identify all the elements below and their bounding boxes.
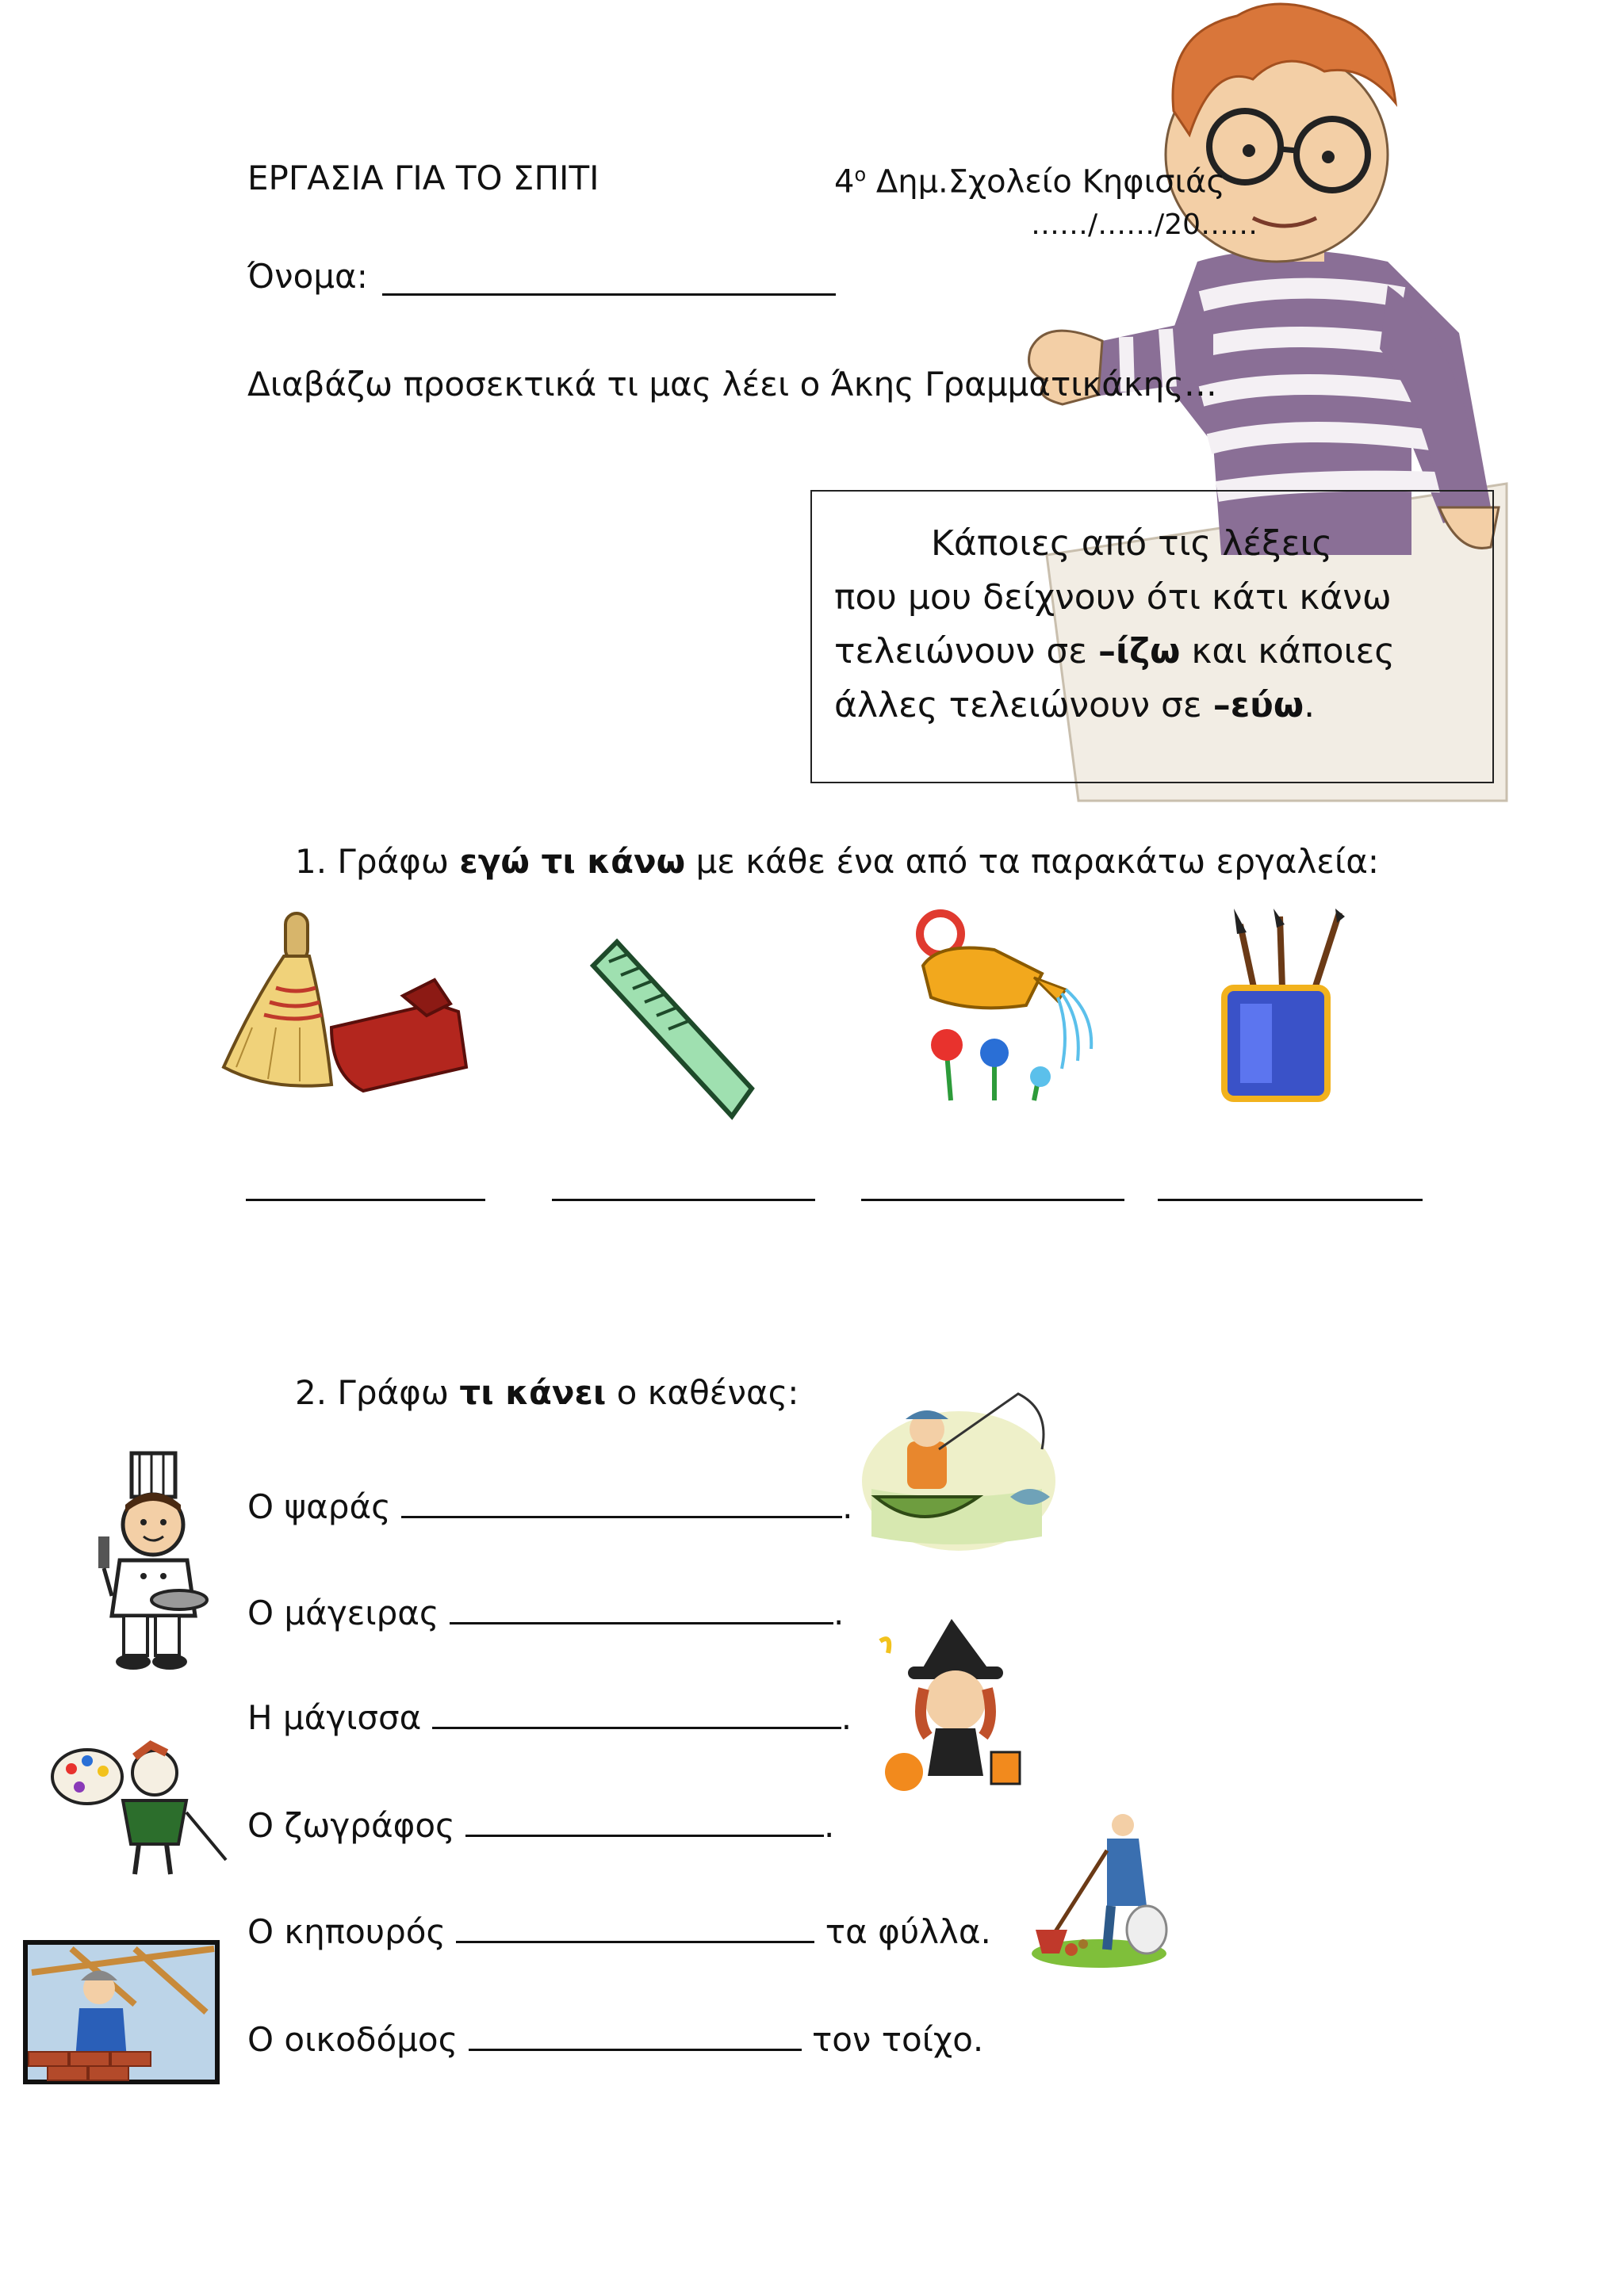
note-suffix-izo: –ίζω bbox=[1098, 631, 1181, 672]
exercise-2-number: 2. bbox=[295, 1373, 327, 1412]
row-fisherman-subject: Ο ψαράς bbox=[247, 1487, 391, 1526]
answer-line-fisherman[interactable] bbox=[401, 1486, 842, 1518]
witch-icon bbox=[872, 1617, 1031, 1792]
name-blank-line[interactable] bbox=[382, 293, 836, 296]
row-painter-end: . bbox=[824, 1806, 835, 1845]
school-number: 4 bbox=[834, 163, 855, 201]
note-line-4 bbox=[834, 679, 1315, 733]
row-fisherman bbox=[247, 1486, 853, 1524]
exercise-2-text-a: Γράφω bbox=[327, 1373, 460, 1412]
answer-line-builder[interactable] bbox=[469, 2019, 802, 2051]
answer-line-gardener[interactable] bbox=[456, 1911, 814, 1943]
note-line-4-a: άλλες τελειώνουν σε bbox=[834, 685, 1213, 725]
row-witch-end: . bbox=[841, 1698, 852, 1737]
broom-and-dustpan-icon bbox=[220, 909, 474, 1091]
row-witch bbox=[247, 1697, 852, 1735]
note-line-3-c: και κάποιες bbox=[1180, 631, 1396, 672]
note-line-2: που μου δείχνουν ότι κάτι κάνω bbox=[834, 577, 1392, 618]
note-line-4-c: . bbox=[1304, 685, 1316, 725]
exercise-1-number: 1. bbox=[295, 842, 327, 881]
watering-can-icon bbox=[907, 910, 1097, 1124]
row-painter-subject: Ο ζωγράφος bbox=[247, 1806, 455, 1845]
name-label: Όνομα: bbox=[247, 257, 368, 296]
paintbrushes-icon bbox=[1208, 909, 1367, 1107]
note-line-3 bbox=[834, 625, 1395, 679]
answer-line-broom[interactable] bbox=[246, 1199, 485, 1201]
row-cook-end: . bbox=[833, 1594, 845, 1632]
row-painter bbox=[247, 1804, 834, 1843]
row-builder bbox=[247, 2019, 983, 2057]
builder-icon bbox=[24, 1941, 219, 2084]
exercise-1-text-b: με κάθε ένα από τα παρακάτω εργαλεία: bbox=[685, 842, 1380, 881]
exercise-1-bold: εγώ τι κάνω bbox=[459, 842, 686, 881]
answer-line-painting[interactable] bbox=[1158, 1199, 1423, 1201]
row-builder-subject: Ο οικοδόμος bbox=[247, 2020, 458, 2059]
answer-line-comb[interactable] bbox=[552, 1199, 815, 1201]
school-name bbox=[834, 163, 1225, 201]
school-number-suffix: ο bbox=[854, 163, 867, 186]
answer-line-witch[interactable] bbox=[432, 1697, 841, 1729]
intro-text: Διαβάζω προσεκτικά τι μας λέει ο Άκης Γραμματικάκης… bbox=[247, 365, 1217, 404]
fisherman-icon bbox=[860, 1378, 1058, 1552]
exercise-2-text-b: ο καθένας: bbox=[606, 1373, 799, 1412]
note-box bbox=[810, 490, 1494, 783]
chef-icon bbox=[76, 1449, 227, 1671]
exercise-2-bold: τι κάνει bbox=[459, 1373, 607, 1412]
note-suffix-evo: –εύω bbox=[1212, 685, 1304, 725]
row-witch-subject: Η μάγισσα bbox=[247, 1698, 422, 1737]
row-fisherman-end: . bbox=[842, 1487, 853, 1526]
worksheet-title: ΕΡΓΑΣΙΑ ΓΙΑ ΤΟ ΣΠΙΤΙ bbox=[247, 159, 599, 197]
note-line-1: Κάποιες από τις λέξεις bbox=[931, 523, 1333, 564]
exercise-2-instruction bbox=[295, 1373, 799, 1412]
answer-line-watering[interactable] bbox=[861, 1199, 1124, 1201]
row-cook bbox=[247, 1592, 844, 1630]
row-builder-end: τον τοίχο. bbox=[801, 2020, 984, 2059]
row-gardener-subject: Ο κηπουρός bbox=[247, 1912, 446, 1951]
row-cook-subject: Ο μάγειρας bbox=[247, 1594, 439, 1632]
comb-icon bbox=[585, 926, 760, 1124]
exercise-1-text-a: Γράφω bbox=[327, 842, 460, 881]
school-name-text: Δημ.Σχολείο Κηφισιάς bbox=[866, 163, 1225, 201]
gardener-icon bbox=[1028, 1811, 1170, 1969]
painter-icon bbox=[48, 1741, 230, 1876]
answer-line-cook[interactable] bbox=[450, 1592, 833, 1624]
note-line-3-a: τελειώνουν σε bbox=[834, 631, 1099, 672]
date-field: ……/……/20…… bbox=[1031, 209, 1258, 241]
row-gardener-end: τα φύλλα. bbox=[814, 1912, 991, 1951]
answer-line-painter[interactable] bbox=[465, 1804, 824, 1837]
exercise-1-instruction bbox=[295, 842, 1380, 881]
row-gardener bbox=[247, 1911, 991, 1949]
